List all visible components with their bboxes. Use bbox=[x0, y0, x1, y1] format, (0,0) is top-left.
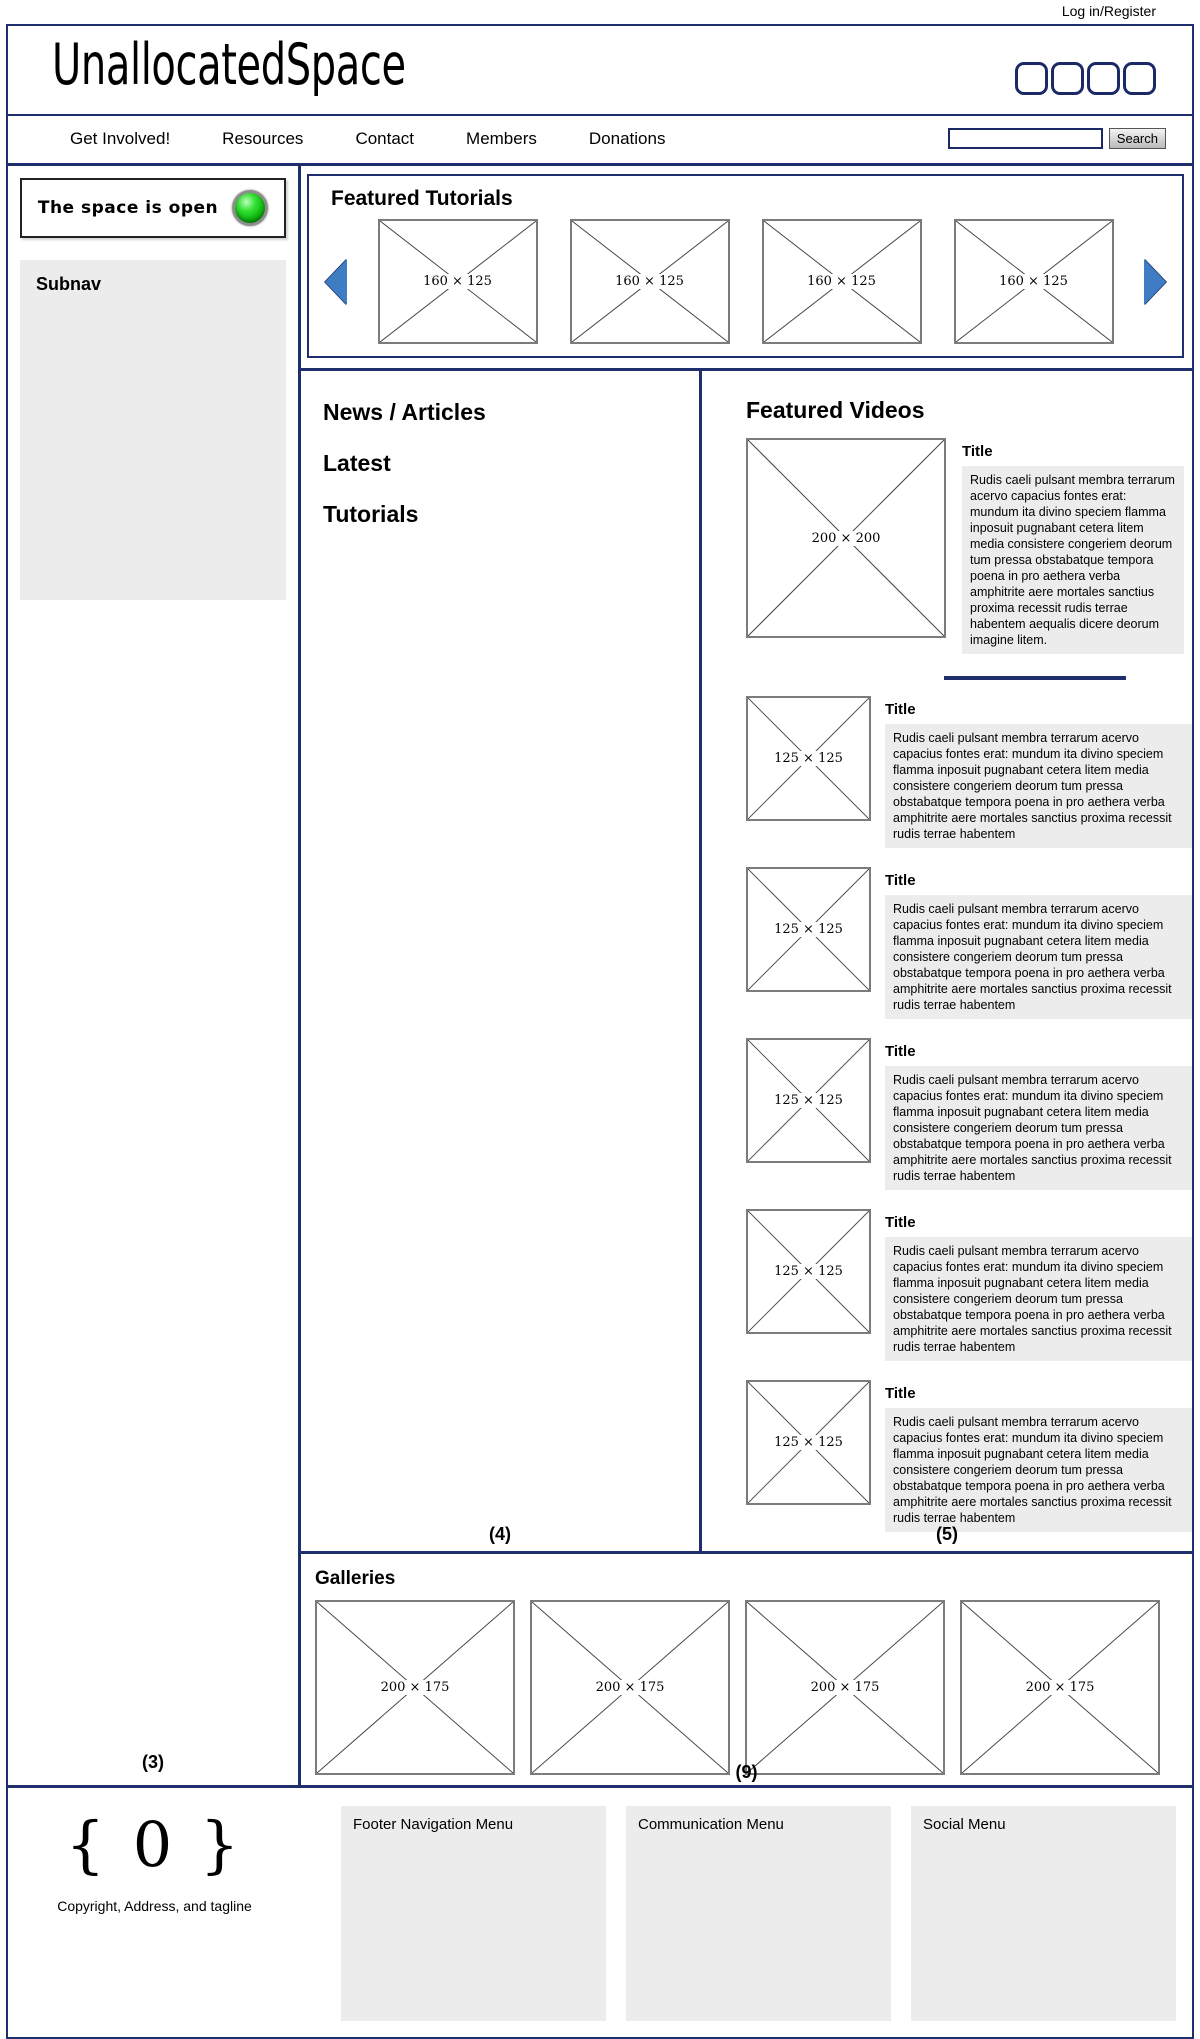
social-placeholder-1-icon[interactable] bbox=[1015, 62, 1048, 95]
left-sidebar bbox=[8, 166, 301, 1785]
thumb-size-label: 200 × 200 bbox=[811, 530, 881, 546]
space-status-label: The space is open bbox=[37, 198, 219, 218]
featured-tutorials-section bbox=[307, 174, 1184, 358]
video-list-item bbox=[746, 867, 1192, 1019]
thumb-size-label: 160 × 125 bbox=[423, 274, 492, 289]
thumb-size-label: 200 × 175 bbox=[380, 1680, 450, 1695]
thumb-size-label: 125 × 125 bbox=[774, 1093, 843, 1108]
nav-item-members[interactable]: Members bbox=[466, 129, 537, 148]
featured-tutorials-title: Featured Tutorials bbox=[331, 187, 513, 210]
nav-item-resources[interactable]: Resources bbox=[222, 129, 304, 148]
search-input[interactable] bbox=[948, 128, 1103, 149]
featured-video-thumb[interactable] bbox=[746, 438, 946, 638]
video-list-item bbox=[746, 696, 1192, 848]
news-articles-column bbox=[301, 371, 702, 1551]
footer-tagline: Copyright, Address, and tagline bbox=[57, 1898, 252, 1914]
video-list bbox=[746, 696, 1192, 1532]
video-item-title[interactable]: Title bbox=[885, 701, 916, 718]
tutorial-thumb[interactable] bbox=[954, 219, 1114, 344]
tutorials-carousel bbox=[309, 219, 1182, 344]
video-item-description: Rudis caeli pulsant membra terrarum acervo capacius fontes erat: mundum ita divino speciem flamma inposuit pugnabant cetera litem media consistere congeriem deorum tum pressa obstabatque tempora poena in pro aethera verba amphitrite aere mortales sanctius proxima recessit rudis terrae habentem bbox=[885, 895, 1192, 1019]
video-thumb[interactable] bbox=[746, 1038, 871, 1163]
nav-item-list bbox=[44, 129, 691, 149]
search-area bbox=[948, 128, 1166, 149]
video-thumb[interactable] bbox=[746, 696, 871, 821]
utility-bar bbox=[0, 0, 1200, 24]
footer-logo: { 0 } bbox=[65, 1808, 244, 1881]
thumb-size-label: 200 × 175 bbox=[595, 1680, 665, 1695]
nav-item-donations[interactable]: Donations bbox=[588, 129, 666, 148]
thumb-size-label: 160 × 125 bbox=[999, 274, 1068, 289]
thumb-size-label: 200 × 175 bbox=[1025, 1680, 1095, 1695]
carousel-next-arrow-icon[interactable] bbox=[1144, 259, 1166, 305]
video-item-body bbox=[885, 1380, 1192, 1532]
video-item-description: Rudis caeli pulsant membra terrarum acervo capacius fontes erat: mundum ita divino speciem flamma inposuit pugnabant cetera litem media consistere congeriem deorum tum pressa obstabatque tempora poena in pro aethera verba amphitrite aere mortales sanctius proxima recessit rudis terrae habentem bbox=[885, 1237, 1192, 1361]
footer-navigation-menu[interactable]: Footer Navigation Menu bbox=[341, 1806, 606, 2021]
galleries-title: Galleries bbox=[315, 1568, 396, 1589]
news-articles-heading: News / Articles bbox=[323, 399, 486, 425]
nav-item-get-involved[interactable]: Get Involved! bbox=[70, 129, 171, 148]
status-led-icon bbox=[232, 190, 268, 226]
subnav-panel bbox=[20, 260, 286, 600]
gallery-thumb[interactable] bbox=[530, 1600, 730, 1775]
video-item-title[interactable]: Title bbox=[885, 1043, 916, 1060]
thumb-size-label: 125 × 125 bbox=[774, 922, 843, 937]
site-footer bbox=[8, 1785, 1192, 2037]
video-item-body bbox=[885, 867, 1192, 1019]
video-item-title[interactable]: Title bbox=[885, 1385, 916, 1402]
region-label-4: (4) bbox=[489, 1524, 511, 1544]
right-content bbox=[301, 166, 1192, 1785]
video-list-item bbox=[746, 1038, 1192, 1190]
main-navigation bbox=[8, 116, 1192, 166]
featured-video-body bbox=[962, 438, 1184, 654]
featured-video-item bbox=[746, 438, 1192, 654]
region-label-9: (9) bbox=[735, 1762, 758, 1782]
video-item-description: Rudis caeli pulsant membra terrarum acervo capacius fontes erat: mundum ita divino speciem flamma inposuit pugnabant cetera litem media consistere congeriem deorum tum pressa obstabatque tempora poena in pro aethera verba amphitrite aere mortales sanctius proxima recessit rudis terrae habentem bbox=[885, 1408, 1192, 1532]
header-social-icon-group bbox=[1015, 62, 1156, 95]
thumb-size-label: 160 × 125 bbox=[615, 274, 684, 289]
video-thumb[interactable] bbox=[746, 867, 871, 992]
video-item-description: Rudis caeli pulsant membra terrarum acervo capacius fontes erat: mundum ita divino speciem flamma inposuit pugnabant cetera litem media consistere congeriem deorum tum pressa obstabatque tempora poena in pro aethera verba amphitrite aere mortales sanctius proxima recessit rudis terrae habentem bbox=[885, 1066, 1192, 1190]
news-section-tutorials[interactable]: Tutorials bbox=[323, 501, 419, 527]
subnav-title: Subnav bbox=[36, 274, 102, 294]
social-placeholder-3-icon[interactable] bbox=[1087, 62, 1120, 95]
tutorial-thumb[interactable] bbox=[762, 219, 922, 344]
tutorial-thumb[interactable] bbox=[378, 219, 538, 344]
region-label-5: (5) bbox=[936, 1524, 958, 1544]
thumb-size-label: 160 × 125 bbox=[807, 274, 876, 289]
video-list-item bbox=[746, 1209, 1192, 1361]
gallery-thumb[interactable] bbox=[315, 1600, 515, 1775]
video-item-title[interactable]: Title bbox=[885, 872, 916, 889]
featured-video-title[interactable]: Title bbox=[962, 443, 993, 460]
gallery-thumb-list bbox=[301, 1600, 1192, 1775]
login-register-link[interactable]: Log in/Register bbox=[1061, 3, 1156, 19]
thumb-size-label: 125 × 125 bbox=[774, 751, 843, 766]
tutorial-thumb-list bbox=[378, 219, 1114, 344]
thumb-size-label: 125 × 125 bbox=[774, 1264, 843, 1279]
news-section-latest[interactable]: Latest bbox=[323, 450, 391, 476]
main-columns bbox=[301, 368, 1192, 1551]
featured-videos-title: Featured Videos bbox=[746, 397, 925, 423]
tutorial-thumb[interactable] bbox=[570, 219, 730, 344]
content-body bbox=[8, 166, 1192, 1785]
section-divider bbox=[944, 676, 1126, 680]
video-thumb[interactable] bbox=[746, 1380, 871, 1505]
video-item-title[interactable]: Title bbox=[885, 1214, 916, 1231]
footer-social-menu[interactable]: Social Menu bbox=[911, 1806, 1176, 2021]
video-item-body bbox=[885, 1038, 1192, 1190]
video-list-item bbox=[746, 1380, 1192, 1532]
thumb-size-label: 125 × 125 bbox=[774, 1435, 843, 1450]
featured-video-description: Rudis caeli pulsant membra terrarum acervo capacius fontes erat: mundum ita divino speciem flamma inposuit pugnabant cetera litem media consistere congeriem deorum tum pressa obstabatque tempora poena in pro aethera verba amphitrite aere mortales sanctius proxima recessit rudis terrae habentem aequalis dicere deorum imagine litem. bbox=[962, 466, 1184, 654]
video-thumb[interactable] bbox=[746, 1209, 871, 1334]
social-placeholder-4-icon[interactable] bbox=[1123, 62, 1156, 95]
nav-item-contact[interactable]: Contact bbox=[355, 129, 415, 148]
featured-videos-column bbox=[702, 371, 1192, 1551]
video-item-description: Rudis caeli pulsant membra terrarum acervo capacius fontes erat: mundum ita divino speciem flamma inposuit pugnabant cetera litem media consistere congeriem deorum tum pressa obstabatque tempora poena in pro aethera verba amphitrite aere mortales sanctius proxima recessit rudis terrae habentem bbox=[885, 724, 1192, 848]
space-status-box bbox=[20, 178, 286, 238]
site-header bbox=[8, 26, 1192, 116]
video-item-body bbox=[885, 696, 1192, 848]
carousel-prev-arrow-icon[interactable] bbox=[325, 259, 347, 305]
gallery-thumb[interactable] bbox=[745, 1600, 945, 1775]
footer-communication-menu[interactable]: Communication Menu bbox=[626, 1806, 891, 2021]
gallery-thumb[interactable] bbox=[960, 1600, 1160, 1775]
video-item-body bbox=[885, 1209, 1192, 1361]
region-label-3: (3) bbox=[142, 1752, 164, 1772]
galleries-section bbox=[301, 1551, 1192, 1785]
page-frame bbox=[6, 24, 1194, 2039]
search-button[interactable]: Search bbox=[1109, 128, 1166, 149]
social-placeholder-2-icon[interactable] bbox=[1051, 62, 1084, 95]
thumb-size-label: 200 × 175 bbox=[810, 1680, 880, 1695]
site-logo[interactable]: UnallocatedSpace bbox=[52, 32, 406, 98]
